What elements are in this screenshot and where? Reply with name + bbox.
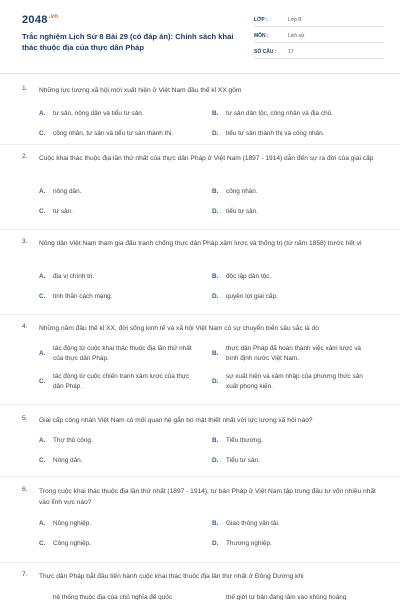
question: 4. Những năm đầu thế kỉ XX, đời sống kinh tế và xã hội Việt Nam có sự chuyển biến sâu sắc là do A. tác động từ cuộc khai thác thuộc địa lần thứ nhất của thực dân Pháp. B. thực dân Pháp đã hoàn thành việc xâm lược và bình định nước Việt Nam. C. tác động từ cuộc chiến tranh xâm lược của thực dân Pháp. D. sự xuất hiện và xâm nhập của phương thức sản xuất phong kiến. <box>0 320 400 410</box>
question-divider <box>0 562 400 563</box>
question-text: Thực dân Pháp bắt đầu tiến hành cuộc khai thác thuộc địa lần thứ nhất ở Đông Dương khi <box>39 573 304 580</box>
answer-option[interactable]: D. quyền lợi giai cấp. <box>212 293 278 300</box>
question: 5. Giai cấp công nhân Việt Nam có mối quan hệ gắn bó mật thiết nhất với lực lượng xã hội nào? A. Thợ thủ công. B. Tiểu thương. C. Nông dân. D. Tiểu tư sản. <box>0 412 400 482</box>
header-divider <box>0 73 400 74</box>
question-text: Trong cuộc khai thác thuộc địa lần thứ nhất (1897 - 1914), tư bản Pháp ở Việt Nam tập trung đầu tư vốn nhiều nhất vào lĩnh vực nào? <box>39 488 376 506</box>
answer-option[interactable]: A. tư sản, nông dân và tiểu tư sản. <box>39 110 144 117</box>
answer-option[interactable]: B. độc lập dân tộc. <box>212 273 272 280</box>
answer-option[interactable]: B. Giao thông vận tải. <box>212 520 280 527</box>
question-divider <box>0 144 400 145</box>
question-text: Những lực lượng xã hội mới xuất hiện ở Việt Nam đầu thế kỉ XX gồm <box>39 87 242 94</box>
answer-option[interactable]: A. nông dân. <box>39 188 82 195</box>
answer-option[interactable]: D. tiểu tư sản. <box>212 208 258 215</box>
header <box>0 0 400 70</box>
question-divider <box>0 314 400 315</box>
question-divider <box>0 404 400 405</box>
answer-option[interactable]: C. tinh thần cách mạng. <box>39 293 113 300</box>
site-logo[interactable]: $2048^{.vn}$ <box>22 14 59 26</box>
answer-option[interactable]: thế giới tư bản đang lâm vào khủng hoảng <box>226 594 347 600</box>
answer-option[interactable]: C. Nông dân. <box>39 457 83 464</box>
answer-option[interactable]: A. Thợ thủ công. <box>39 437 93 444</box>
answer-option[interactable]: D. sự xuất hiện và xâm nhập của phương thức sản xuất phong kiến. <box>212 373 363 390</box>
answer-option[interactable]: C. tác động từ cuộc chiến tranh xâm lược của thực dân Pháp. <box>39 373 190 390</box>
meta-class: LỚP : Lớp 8 <box>254 14 384 27</box>
page-title: Trắc nghiệm Lịch Sử 8 Bài 29 (có đáp án): Chính sách khai thác thuộc địa của thực dân Pháp <box>22 32 234 52</box>
meta-question-count: SỐ CÂU : 17 <box>254 46 384 59</box>
answer-option[interactable]: D. Tiểu tư sản. <box>212 457 260 464</box>
answer-option[interactable]: A. địa vị chính trị. <box>39 273 95 280</box>
question: 2. Cuộc khai thác thuộc địa lần thứ nhất của thực dân Pháp ở Việt Nam (1897 - 1914) dẫn đến sự ra đời của giai cấp A. nông dân. B. công nhân. C. tư sản. D. tiểu tư sản. <box>0 150 400 230</box>
answer-option[interactable]: B. công nhân. <box>212 188 258 195</box>
question-text: Những năm đầu thế kỉ XX, đời sống kinh tế và xã hội Việt Nam có sự chuyển biến sâu sắc là do <box>39 325 319 332</box>
quiz-meta <box>254 14 384 62</box>
answer-option[interactable]: D. Thương nghiệp. <box>212 540 272 547</box>
question-text: Cuộc khai thác thuộc địa lần thứ nhất của thực dân Pháp ở Việt Nam (1897 - 1914) dẫn đến sự ra đời của giai cấp <box>39 155 374 162</box>
question-divider <box>0 229 400 230</box>
answer-option[interactable]: hệ thống thuộc địa của chủ nghĩa đế quốc <box>53 594 173 600</box>
answer-option[interactable]: A. Nông nghiệp. <box>39 520 92 527</box>
answer-option[interactable]: C. công nhân, tư sản và tiểu tư sản thành thị. <box>39 130 174 137</box>
meta-subject: MÔN : Lịch sử <box>254 30 384 43</box>
question-text: Nông dân Việt Nam tham gia đấu tranh chống thực dân Pháp xâm lược và thống trị (từ năm 1858) trước hết vì <box>39 240 362 247</box>
question: 1. Những lực lượng xã hội mới xuất hiện ở Việt Nam đầu thế kỉ XX gồm A. tư sản, nông dân và tiểu tư sản. B. tư sản dân tộc, công nhân và địa chủ. C. công nhân, tư sản và tiểu tư sản thành thị. D. tiểu tư sản thành thị và công nhân. <box>0 82 400 152</box>
question: 7. Thực dân Pháp bắt đầu tiến hành cuộc khai thác thuộc địa lần thứ nhất ở Đông Dương khi hệ thống thuộc địa của chủ nghĩa đế quốc thế giới tư bản đang lâm vào khủng hoảng <box>0 568 400 600</box>
question: 3. Nông dân Việt Nam tham gia đấu tranh chống thực dân Pháp xâm lược và thống trị (từ năm 1858) trước hết vì A. địa vị chính trị. B. độc lập dân tộc. C. tinh thần cách mạng. D. quyền lợi giai cấp. <box>0 235 400 315</box>
question: 6. Trong cuộc khai thác thuộc địa lần thứ nhất (1897 - 1914), tư bản Pháp ở Việt Nam tập trung đầu tư vốn nhiều nhất vào lĩnh vực nào? A. Nông nghiệp. B. Giao thông vận tải. C. Công nghiệp. D. Thương nghiệp. <box>0 483 400 563</box>
answer-option[interactable]: B. Tiểu thương. <box>212 437 263 444</box>
question-divider <box>0 476 400 477</box>
answer-option[interactable]: D. tiểu tư sản thành thị và công nhân. <box>212 130 325 137</box>
question-text: Giai cấp công nhân Việt Nam có mối quan hệ gắn bó mật thiết nhất với lực lượng xã hội nào? <box>39 417 313 424</box>
answer-option[interactable]: C. tư sản. <box>39 208 73 215</box>
answer-option[interactable]: B. tư sản dân tộc, công nhân và địa chủ. <box>212 110 333 117</box>
answer-option[interactable]: A. tác động từ cuộc khai thác thuộc địa lần thứ nhất của thực dân Pháp. <box>39 345 192 362</box>
answer-option[interactable]: C. Công nghiệp. <box>39 540 92 547</box>
answer-option[interactable]: B. thực dân Pháp đã hoàn thành việc xâm lược và bình định nước Việt Nam. <box>212 345 361 362</box>
